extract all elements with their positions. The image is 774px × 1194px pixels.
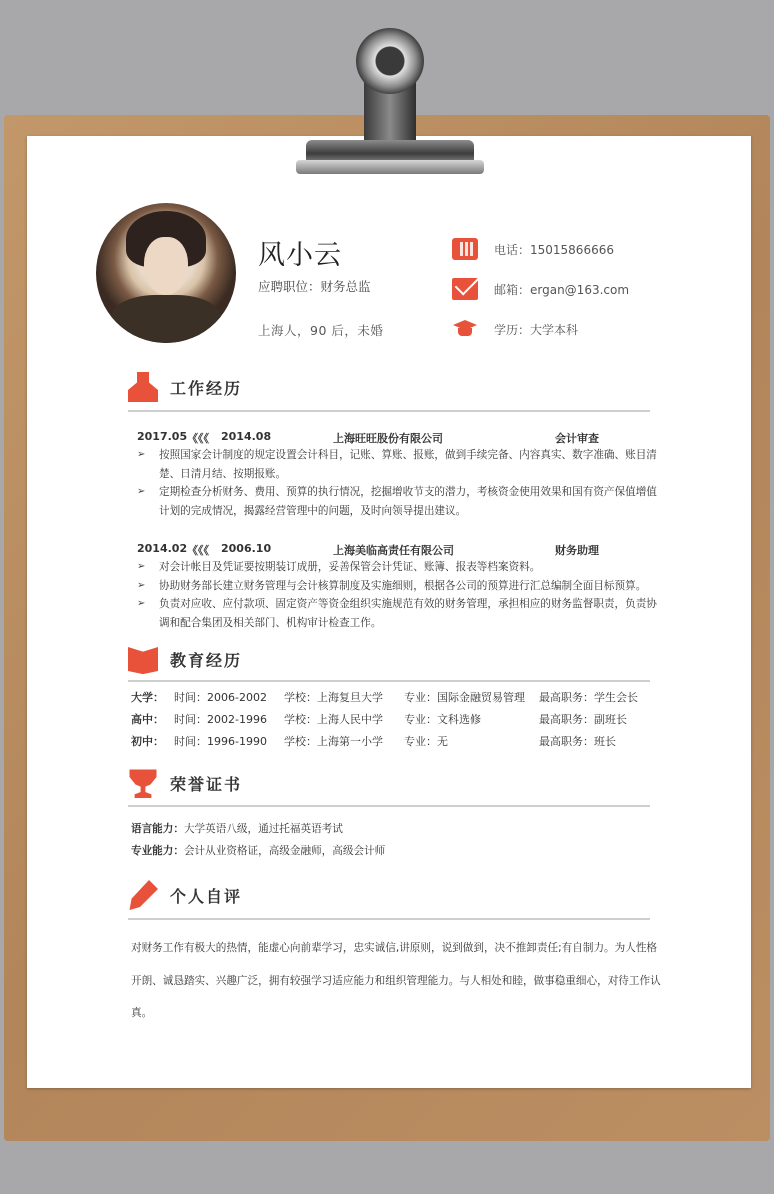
avatar (96, 203, 236, 343)
section-honor-divider (128, 805, 650, 807)
job-2-role: 财务助理 (555, 544, 599, 557)
section-work-title: 工作经历 (170, 378, 243, 398)
section-education-divider (128, 680, 650, 682)
honor-label: 语言能力： (131, 823, 184, 835)
job-1-role: 会计审查 (555, 432, 599, 445)
candidate-name: 风小云 (258, 240, 342, 271)
edu-level: 初中： (131, 735, 164, 748)
list-item: ➢ 按照国家会计制度的规定设置会计科目，记账、算账、报账，做到手续完备、内容真实、数字准确、账目清楚、日清月结、按期报账。 (137, 446, 661, 483)
honor-label: 专业能力： (131, 845, 184, 857)
clip-lip (296, 160, 484, 174)
section-honor-header (128, 768, 242, 798)
section-self-header (128, 880, 242, 910)
job-2-company: 上海美临高责任有限公司 (333, 544, 454, 557)
applied-position: 应聘职位：财务总监 (258, 279, 371, 294)
email-text: 邮箱：ergan@163.com (494, 282, 630, 297)
edu-time: 时间：1996-1990 (174, 735, 267, 748)
edu-major: 专业：国际金融贸易管理 (404, 691, 525, 704)
edu-school: 学校：上海人民中学 (284, 713, 383, 726)
self-evaluation-text: 对财务工作有极大的热情，能虚心向前辈学习，忠实诚信,讲原则，说到做到，决不推卸责任;有自制力。为人性格开朗、诚恳踏实、兴趣广泛，拥有较强学习适应能力和组织管理能力。与人相处和睦，做事稳重细心，对待工作认真。 (131, 942, 661, 1020)
job-1-duties (137, 446, 661, 520)
edu-duty: 最高职务：学生会长 (539, 691, 638, 704)
contact-email (452, 276, 629, 302)
honor-text: 会计从业资格证，高级金融师，高级会计师 (183, 845, 386, 857)
edu-level: 高中： (131, 713, 164, 726)
section-education-header (128, 644, 242, 674)
book-icon (128, 644, 158, 674)
contact-phone (452, 236, 614, 262)
job-1-company: 上海旺旺股份有限公司 (333, 432, 443, 445)
mail-icon (452, 278, 478, 300)
list-item: ➢ 协助财务部长建立财务管理与会计核算制度及实施细则，根据各公司的预算进行汇总编制全面目标预算。 (137, 577, 661, 596)
list-item: ➢ 定期检查分析财务、费用、预算的执行情况，挖掘增收节支的潜力，考核资金使用效果和国有资产保值增值计划的完成情况，揭露经营管理中的问题，及时向领导提出建议。 (137, 483, 661, 520)
honor-language (131, 821, 343, 836)
edu-major: 专业：文科选修 (404, 713, 481, 726)
section-work-header (128, 372, 242, 402)
clip-ring-icon (356, 28, 424, 94)
job-1-separator: 《《《 (187, 432, 209, 445)
edu-level: 大学： (131, 691, 164, 704)
section-self-divider (128, 918, 650, 920)
job-1-start: 2017.05 (137, 430, 188, 443)
basic-info: 上海人，90 后，未婚 (258, 323, 384, 338)
edu-school: 学校：上海第一小学 (284, 735, 383, 748)
edu-major: 专业：无 (404, 735, 448, 748)
list-item: ➢ 负责对应收、应付款项、固定资产等资金组织实施规范有效的财务管理，承担相应的财务监督职责，负责协调和配合集团及相关部门、机构审计检查工作。 (137, 595, 661, 632)
edu-time: 时间：2002-1996 (174, 713, 267, 726)
honor-professional (131, 843, 385, 858)
edu-time: 时间：2006-2002 (174, 691, 267, 704)
job-2-duties (137, 558, 661, 632)
job-2-start: 2014.02 (137, 542, 188, 555)
section-education-title: 教育经历 (170, 650, 243, 670)
edu-school: 学校：上海复旦大学 (284, 691, 383, 704)
education-text: 学历：大学本科 (494, 322, 579, 337)
phone-text: 电话：15015866666 (494, 242, 614, 257)
edu-duty: 最高职务：副班长 (539, 713, 627, 726)
list-item: ➢ 对会计帐目及凭证要按期装订成册，妥善保管会计凭证、账簿、报表等档案资料。 (137, 558, 661, 577)
job-2-end: 2006.10 (221, 542, 272, 555)
phone-icon (452, 238, 478, 260)
worker-icon (128, 372, 158, 402)
job-1-end: 2014.08 (221, 430, 272, 443)
job-2-separator: 《《《 (187, 544, 209, 557)
avatar-face (144, 237, 188, 295)
avatar-jacket (110, 295, 222, 343)
contact-education (452, 316, 578, 342)
honor-text: 大学英语八级，通过托福英语考试 (183, 823, 343, 835)
section-self-title: 个人自评 (170, 886, 243, 906)
pen-icon (128, 880, 158, 910)
edu-duty: 最高职务：班长 (539, 735, 616, 748)
graduation-cap-icon (452, 318, 478, 340)
section-honor-title: 荣誉证书 (170, 774, 243, 794)
section-work-divider (128, 410, 650, 412)
trophy-icon (128, 768, 158, 798)
